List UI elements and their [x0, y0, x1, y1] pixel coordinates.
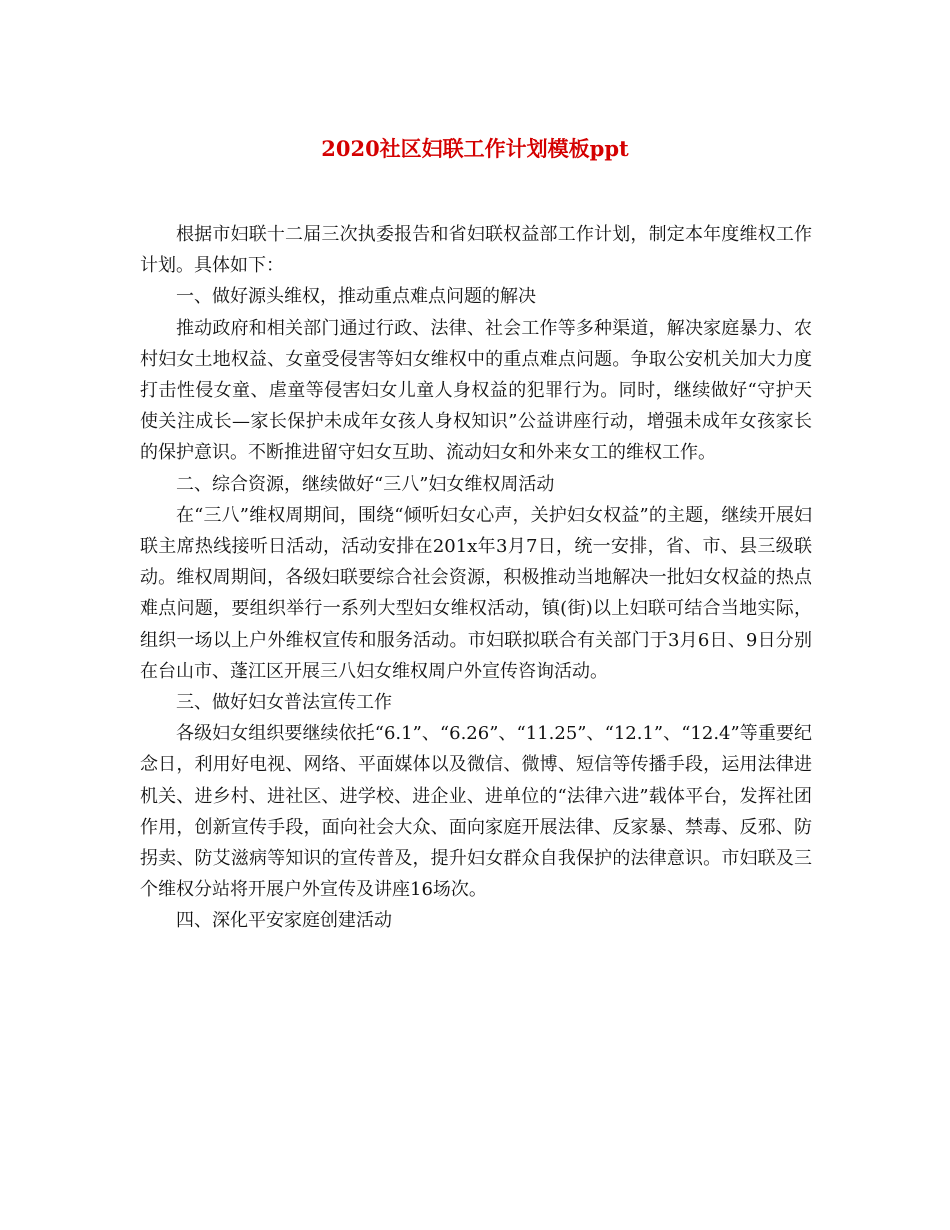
document-title: 2020社区妇联工作计划模板ppt: [321, 136, 629, 161]
section-paragraph-2: 在“三八”维权周期间，围绕“倾听妇女心声，关护妇女权益”的主题，继续开展妇联主席热线接听日活动，活动安排在201x年3月7日，统一安排，省、市、县三级联动。维权周期间，各级妇联要综合社会资源，积极推动当地解决一批妇女权益的热点难点问题，要组织举行一系列大型妇女维权活动，镇(街)以上妇联可结合当地实际，组织一场以上户外维权宣传和服务活动。市妇联拟联合有关部门于3月6日、9日分别在台山市、蓬江区开展三八妇女维权周户外宣传咨询活动。: [140, 504, 812, 682]
section-heading-4: 四、深化平安家庭创建活动: [176, 910, 392, 932]
section-heading-2: 二、综合资源，继续做好“三八”妇女维权周活动: [176, 473, 555, 495]
section-paragraph-3: 各级妇女组织要继续依托“6.1”、“6.26”、“11.25”、“12.1”、“12.4”等重要纪念日，利用好电视、网络、平面媒体以及微信、微博、短信等传播手段，运用法律进机关、进乡村、进社区、进学校、进企业、进单位的“法律六进”载体平台，发挥社团作用，创新宣传手段，面向社会大众、面向家庭开展法律、反家暴、禁毒、反邪、防拐卖、防艾滋病等知识的宣传普及，提升妇女群众自我保护的法律意识。市妇联及三个维权分站将开展户外宣传及讲座16场次。: [140, 723, 812, 901]
section-heading-1: 一、做好源头维权，推动重点难点问题的解决: [176, 286, 536, 308]
section-paragraph-1: 推动政府和相关部门通过行政、法律、社会工作等多种渠道，解决家庭暴力、农村妇女土地权益、女童受侵害等妇女维权中的重点难点问题。争取公安机关加大力度打击性侵女童、虐童等侵害妇女儿童人身权益的犯罪行为。同时，继续做好“守护天使关注成长—家长保护未成年女孩人身权知识”公益讲座行动，增强未成年女孩家长的保护意识。不断推进留守妇女互助、流动妇女和外来女工的维权工作。: [140, 317, 812, 464]
intro-paragraph: 根据市妇联十二届三次执委报告和省妇联权益部工作计划，制定本年度维权工作计划。具体如下：: [140, 224, 812, 277]
section-heading-3: 三、做好妇女普法宣传工作: [176, 692, 392, 714]
document-body: [140, 219, 812, 937]
